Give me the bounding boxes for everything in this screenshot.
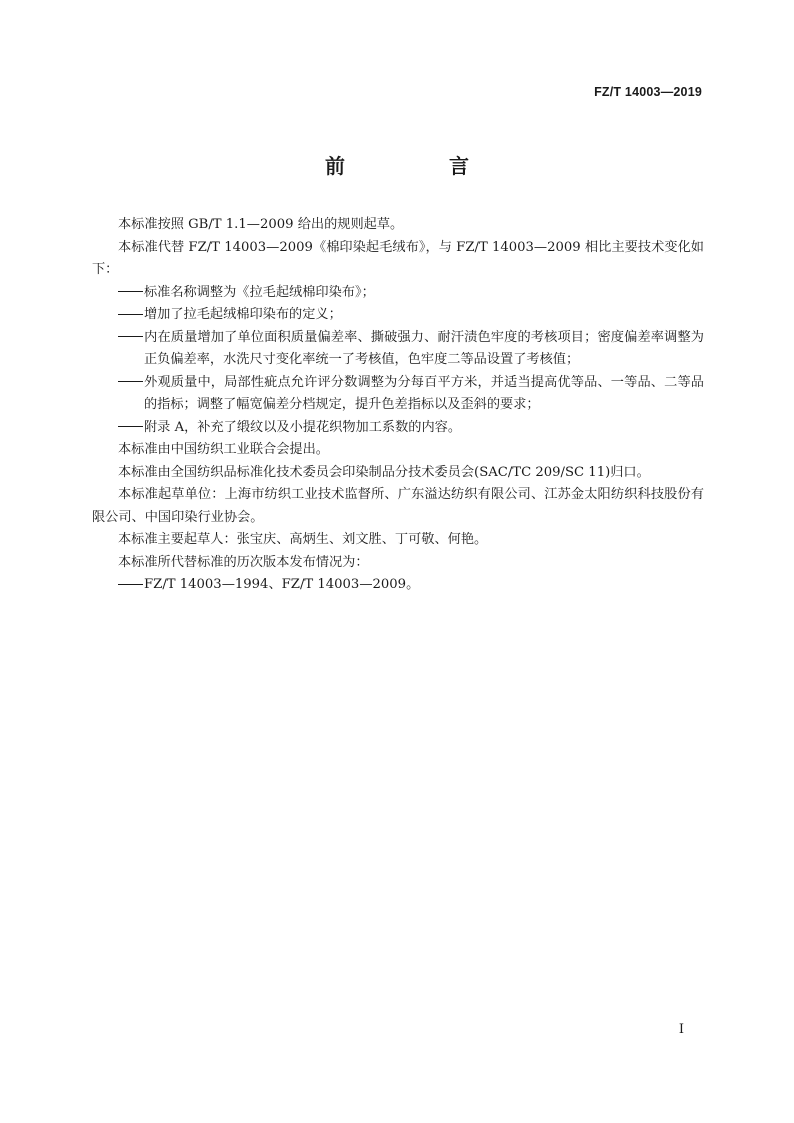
change-item-text: 标准名称调整为《拉毛起绒棉印染布》； xyxy=(144,284,375,300)
paragraph-proposer: 本标准由中国纺织工业联合会提出。 xyxy=(118,442,329,457)
change-item-text: 增加了拉毛起绒棉印染布的定义； xyxy=(144,307,342,322)
paragraph-committee: 本标准由全国纺织品标准化技术委员会印染制品分技术委员会(SAC/TC 209/SC 11)归口。 xyxy=(118,464,650,480)
paragraph-drafters: 本标准主要起草人：张宝庆、高炳生、刘文胜、丁可敬、何艳。 xyxy=(118,532,488,547)
change-item xyxy=(92,417,704,440)
change-item-text: 内在质量增加了单位面积质量偏差率、撕破强力、耐汗渍色牢度的考核项目；密度偏差率调整为正负偏差率，水洗尺寸变化率统一了考核值，色牢度二等品设置了考核值； xyxy=(144,329,704,367)
change-item xyxy=(92,327,704,372)
change-item-text: 外观质量中，局部性疵点允许评分数调整为分每百平方米，并适当提高优等品、一等品、二等品的指标；调整了幅宽偏差分档规定，提升色差指标以及歪斜的要求； xyxy=(144,374,704,412)
history-item-text: FZ/T 14003—1994、FZ/T 14003—2009。 xyxy=(144,577,420,592)
paragraph-drafting-rule: 本标准按照 GB/T 1.1—2009 给出的规则起草。 xyxy=(118,217,404,232)
change-item xyxy=(92,304,704,327)
history-item xyxy=(92,574,704,597)
paragraph-replacement: 本标准代替 FZ/T 14003—2009《棉印染起毛绒布》，与 FZ/T 14003—2009 相比主要技术变化如下： xyxy=(92,239,704,277)
change-item-text: 附录 A，补充了缎纹以及小提花织物加工系数的内容。 xyxy=(144,419,462,435)
paragraph-drafting-units: 本标准起草单位：上海市纺织工业技术监督所、广东溢达纺织有限公司、江苏金太阳纺织科技股份有限公司、中国印染行业协会。 xyxy=(92,487,704,525)
change-item xyxy=(92,282,704,305)
paragraph-history-intro: 本标准所代替标准的历次版本发布情况为： xyxy=(118,554,369,570)
page-number: I xyxy=(678,1022,684,1037)
foreword-body xyxy=(92,214,704,597)
document-code: FZ/T 14003—2019 xyxy=(594,85,702,99)
change-item xyxy=(92,372,704,417)
page-title: 前 言 xyxy=(325,154,511,178)
